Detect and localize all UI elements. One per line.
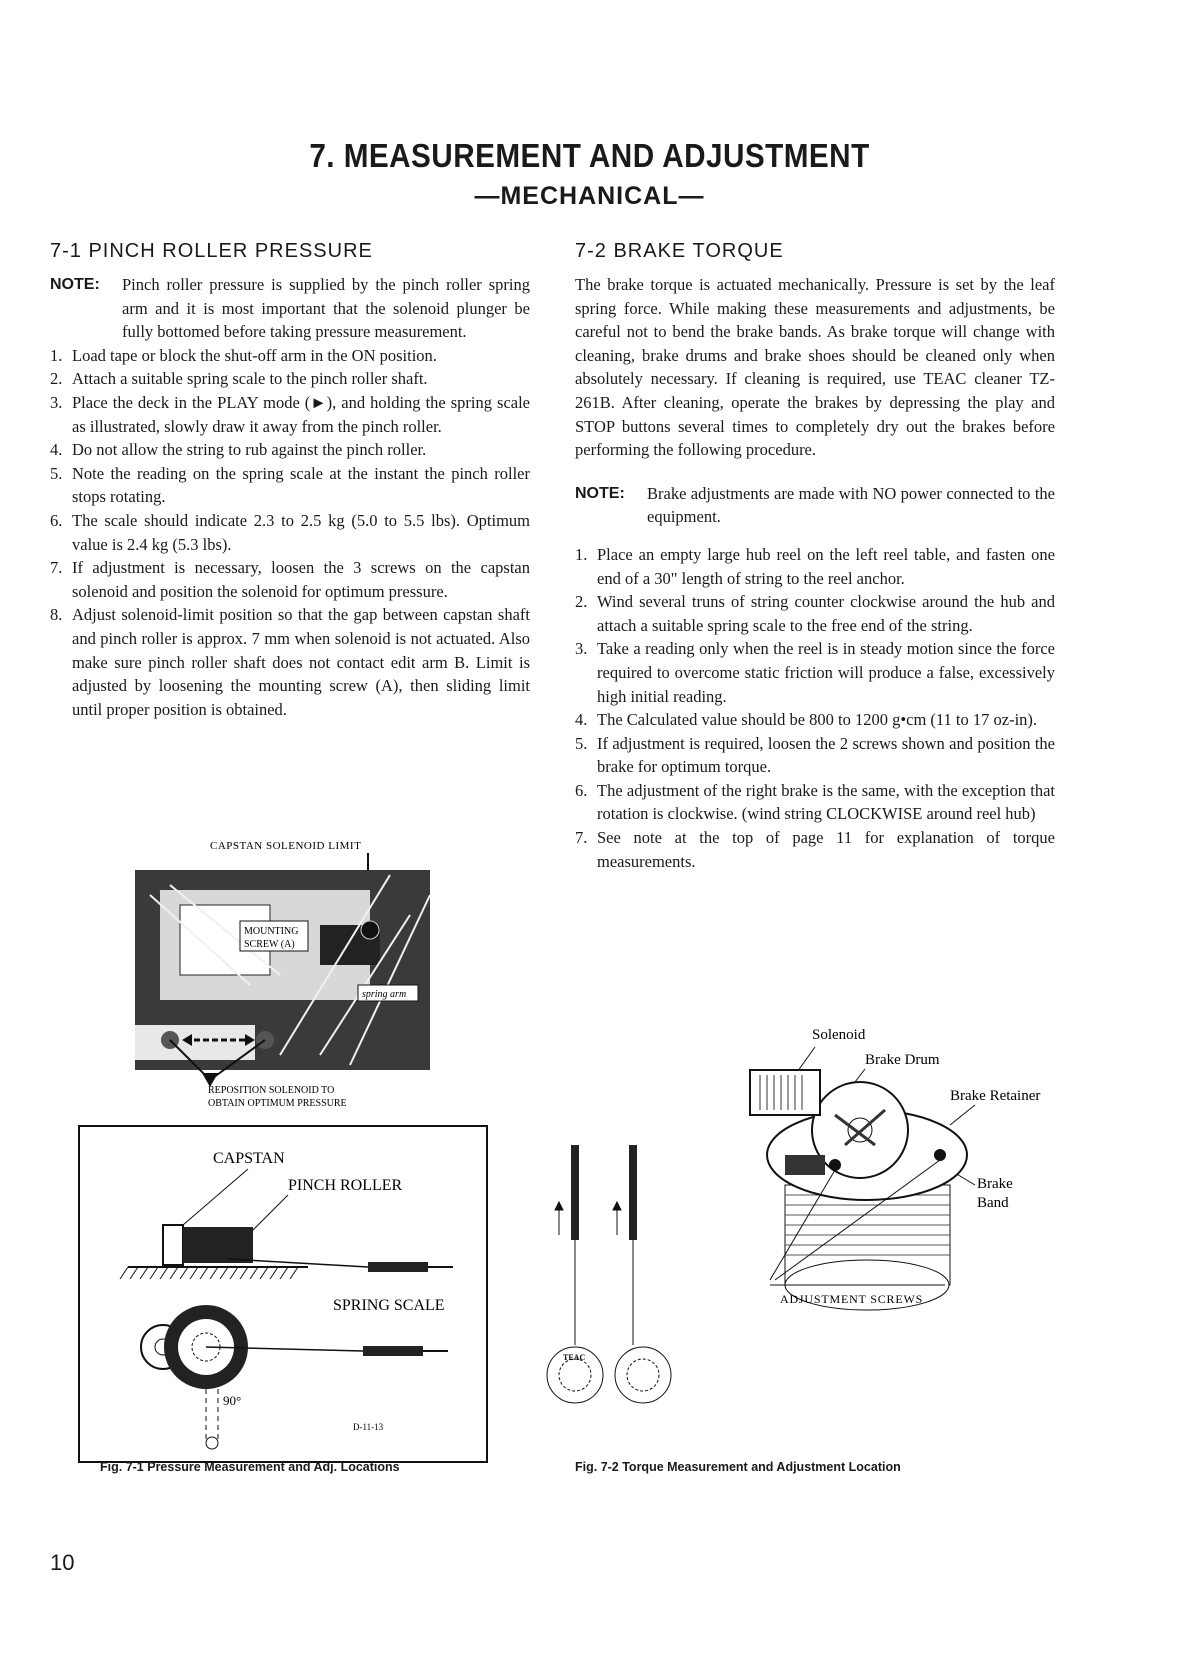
page-title: 7. MEASUREMENT AND ADJUSTMENT xyxy=(309,137,870,174)
list-item: 3. Take a reading only when the reel is in steady motion since the force required to overcome static friction will produce a false, excessively high initial reading. xyxy=(575,639,1055,706)
note-label: NOTE: xyxy=(575,484,625,502)
list-item: 4. The Calculated value should be 800 to 1200 g•cm (11 to 17 oz-in). xyxy=(575,710,1038,730)
list-item: 7. See note at the top of page 11 for explanation of torque measurements. xyxy=(575,828,1055,871)
reposition-label-1: REPOSITION SOLENOID TO xyxy=(208,1085,335,1096)
page-subtitle: —MECHANICAL— xyxy=(474,182,705,210)
note-text: Brake adjustments are made with NO power connected to the equipment. xyxy=(647,483,1055,527)
list-item: 2. Attach a suitable spring scale to the pinch roller shaft. xyxy=(50,369,428,389)
list-item: 3. Place the deck in the PLAY mode (►), and holding the spring scale as illustrated, slowly draw it away from the pinch roller. xyxy=(50,392,530,436)
brake-drum-label: Brake Drum xyxy=(865,1052,940,1068)
brake-retainer-label: Brake Retainer xyxy=(950,1088,1041,1104)
spring-arm-label: spring arm xyxy=(362,989,407,1000)
list-item: 4. Do not allow the string to rub against the pinch roller. xyxy=(50,440,427,460)
note-text: Pinch roller pressure is supplied by the pinch roller spring arm and it is most important that the solenoid plunger be fully bottomed before taking pressure measurement. xyxy=(122,275,530,342)
list-item: 8. Adjust solenoid-limit position so that the gap between capstan shaft and pinch roller is approx. 7 mm when solenoid is not actuated. Also make sure pinch roller shaft does not contact edit arm B. Limit is adjusted by loosening the mounting screw (A), then sliding limit until proper position is obtained. xyxy=(50,605,530,719)
figure-7-2-caption: Fig. 7-2 Torque Measurement and Adjustment Location xyxy=(575,1460,901,1474)
spring-scale-diagram xyxy=(78,1125,488,1463)
list-item: 2. Wind several truns of string counter clockwise around the hub and attach a suitable spring scale to the free end of the string. xyxy=(575,592,1055,635)
solenoid-photo-figure xyxy=(130,835,450,1115)
section-heading: 7-2 BRAKE TORQUE xyxy=(575,240,784,262)
page-number: 10 xyxy=(50,1550,75,1575)
note xyxy=(575,482,1055,529)
pinch-roller-label: PINCH ROLLER xyxy=(288,1177,403,1194)
adjustment-screws-label: ADJUSTMENT SCREWS xyxy=(780,1292,924,1306)
list-item: 7. If adjustment is necessary, loosen the 3 screws on the capstan solenoid and position the solenoid for optimum pressure. xyxy=(50,558,530,601)
reposition-label-2: OBTAIN OPTIMUM PRESSURE xyxy=(208,1098,347,1109)
list-item: 5. If adjustment is required, loosen the 2 screws shown and position the brake for optimum torque. xyxy=(575,733,1055,777)
list-item: 6. The adjustment of the right brake is the same, with the exception that rotation is clockwise. (wind string CLOCKWISE around reel hub) xyxy=(575,780,1055,824)
section-brake-torque xyxy=(575,240,1055,873)
brake-figure xyxy=(545,1015,1065,1455)
list-item: 1. Load tape or block the shut-off arm in the ON position. xyxy=(50,345,437,365)
spring-scale-label: SPRING SCALE xyxy=(333,1297,445,1314)
figure-code: D-11-13 xyxy=(353,1422,384,1432)
brake-band-label-1: Brake xyxy=(977,1176,1013,1192)
brake-band-label-2: Band xyxy=(977,1195,1009,1211)
capstan-solenoid-limit-label: CAPSTAN SOLENOID LIMIT xyxy=(210,840,362,852)
intro-paragraph: The brake torque is actuated mechanically. Pressure is set by the leaf spring force. While making these measurements and adjustments, be careful not to bend the brake bands. As brake torque will change with cleaning, brake drums and brake shoes should be cleaned only when absolutely necessary. If cleaning is required, use TEAC cleaner TZ-261B. After cleaning, operate the brakes by depressing the play and STOP buttons several times to completely dry out the brakes before performing the following procedure. xyxy=(575,275,1055,460)
procedure-list xyxy=(50,344,530,722)
procedure-list xyxy=(575,543,1055,873)
figure-7-1-caption: Fig. 7-1 Pressure Measurement and Adj. Locations xyxy=(100,1460,400,1474)
mounting-label: MOUNTING xyxy=(244,926,299,937)
note-label: NOTE: xyxy=(50,276,100,293)
solenoid-label: Solenoid xyxy=(812,1027,866,1043)
section-pinch-roller-pressure xyxy=(50,240,530,721)
list-item: 1. Place an empty large hub reel on the left reel table, and fasten one end of a 30" length of string to the reel anchor. xyxy=(575,544,1055,588)
list-item: 5. Note the reading on the spring scale at the instant the pinch roller stops rotating. xyxy=(50,463,530,507)
note xyxy=(50,273,530,344)
capstan-label: CAPSTAN xyxy=(213,1150,285,1167)
list-item: 6. The scale should indicate 2.3 to 2.5 kg (5.0 to 5.5 lbs). Optimum value is 2.4 kg (5.3 lbs). xyxy=(50,510,530,554)
reel-logo: TEAC xyxy=(563,1353,586,1362)
section-heading: 7-1 PINCH ROLLER PRESSURE xyxy=(50,240,373,262)
screw-a-label: SCREW (A) xyxy=(244,939,295,950)
angle-label: 90° xyxy=(223,1393,242,1408)
